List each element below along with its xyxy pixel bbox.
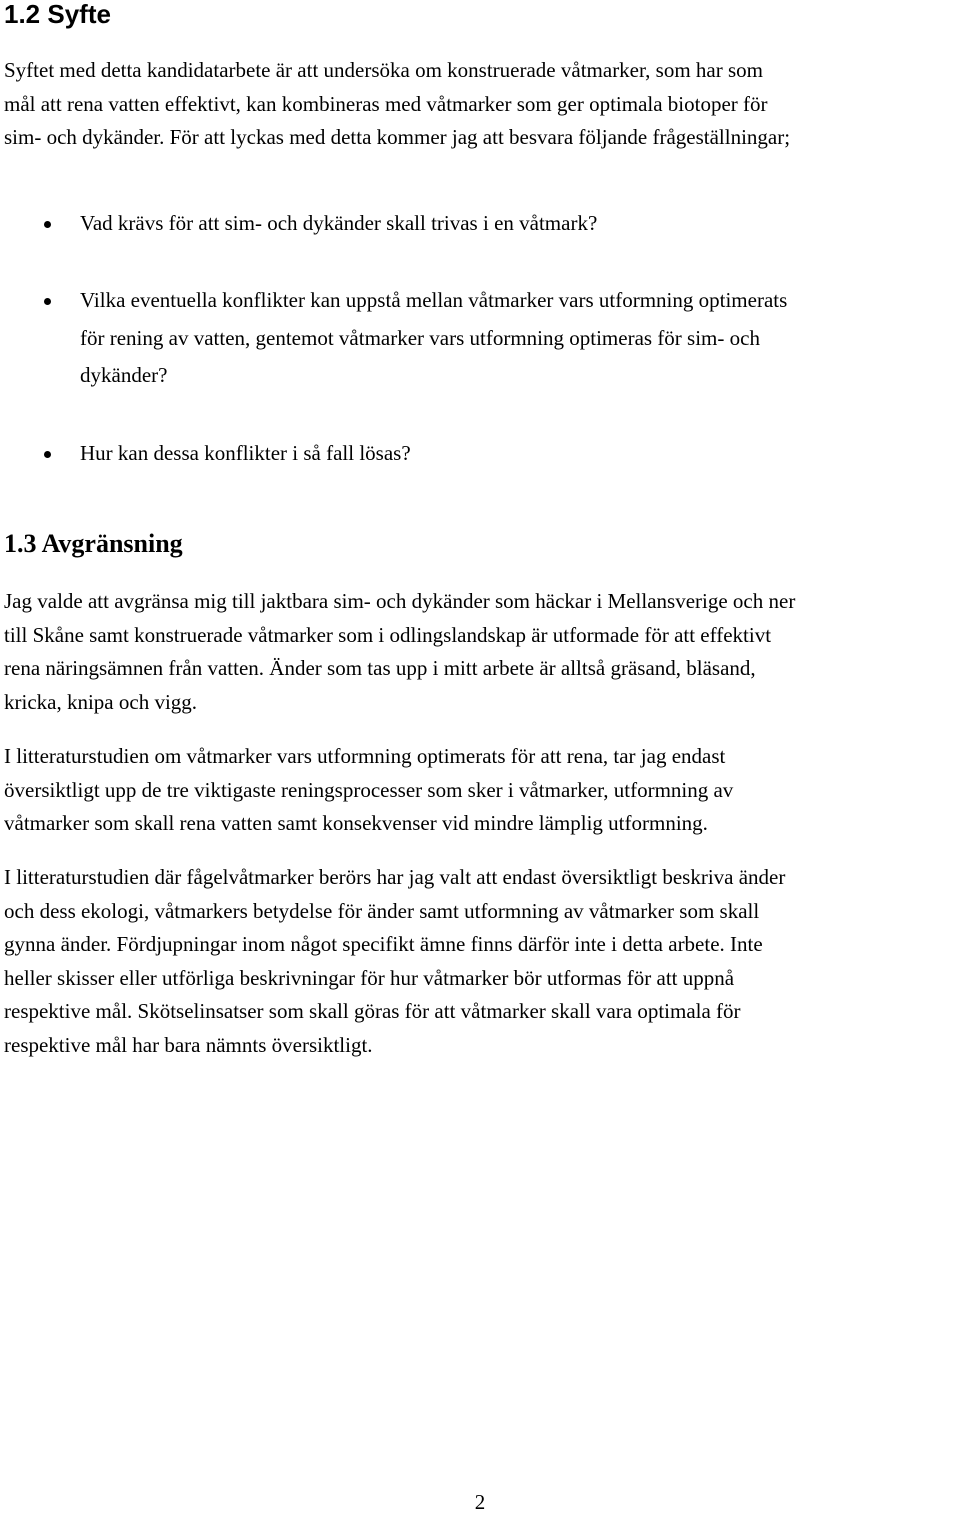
text-line: Syftet med detta kandidatarbete är att undersöka om konstruerade våtmarker, som har som [4, 58, 763, 82]
text-line: gynna änder. Fördjupningar inom något specifikt ämne finns därför inte i detta arbete. Inte [4, 932, 763, 956]
bullet-icon [44, 298, 51, 305]
text-line: heller skisser eller utförliga beskrivningar för hur våtmarker bör utformas för att uppnå [4, 965, 735, 990]
text-line: och dess ekologi, våtmarkers betydelse för änder samt utformning av våtmarker som skall [4, 898, 760, 923]
body-paragraph [4, 740, 960, 841]
section-heading-avgransning: 1.3 Avgränsning [4, 529, 183, 558]
text-line: till Skåne samt konstruerade våtmarker som i odlingslandskap är utformade för att effektivt [4, 622, 772, 647]
text-line: Jag valde att avgränsa mig till jaktbara sim- och dykänder som häckar i Mellansverige och ner [4, 589, 796, 613]
text-line: I litteraturstudien där fågelvåtmarker berörs har jag valt att endast översiktligt beskriva änder [4, 865, 786, 889]
body-paragraph [4, 585, 960, 719]
page-number: 2 [474, 1490, 486, 1514]
text-line: mål att rena vatten effektivt, kan kombineras med våtmarker som ger optimala biotoper för [4, 91, 768, 116]
bullet-icon [44, 451, 51, 458]
intro-paragraph [4, 54, 960, 155]
text-line: våtmarker som skall rena vatten samt konsekvenser vid mindre lämplig utformning. [4, 811, 708, 835]
text-line: Hur kan dessa konflikter i så fall lösas? [80, 441, 411, 465]
text-line: respektive mål. Skötselinsatser som skall göras för att våtmarker skall vara optimala för [4, 999, 741, 1023]
text-line: rena näringsämnen från vatten. Änder som tas upp i mitt arbete är alltså gräsand, bläsand, [4, 656, 756, 680]
text-line: för rening av vatten, gentemot våtmarker vars utformning optimeras för sim- och [80, 325, 760, 350]
text-line: översiktligt upp de tre viktigaste reningsprocesser som sker i våtmarker, utformning av [4, 777, 734, 802]
text-line: Vad krävs för att sim- och dykänder skall trivas i en våtmark? [80, 211, 598, 235]
text-line: I litteraturstudien om våtmarker vars utformning optimerats för att rena, tar jag endast [4, 744, 726, 768]
section-heading-syfte: 1.2 Syfte [4, 0, 111, 29]
body-paragraph [4, 861, 960, 1062]
bullet-icon [44, 221, 51, 228]
text-line: dykänder? [80, 363, 168, 387]
text-line: respektive mål har bara nämnts översiktligt. [4, 1032, 373, 1057]
text-line: sim- och dykänder. För att lyckas med detta kommer jag att besvara följande frågeställningar; [4, 125, 791, 149]
text-line: kricka, knipa och vigg. [4, 689, 198, 714]
text-line: Vilka eventuella konflikter kan uppstå mellan våtmarker vars utformning optimerats [80, 288, 788, 312]
